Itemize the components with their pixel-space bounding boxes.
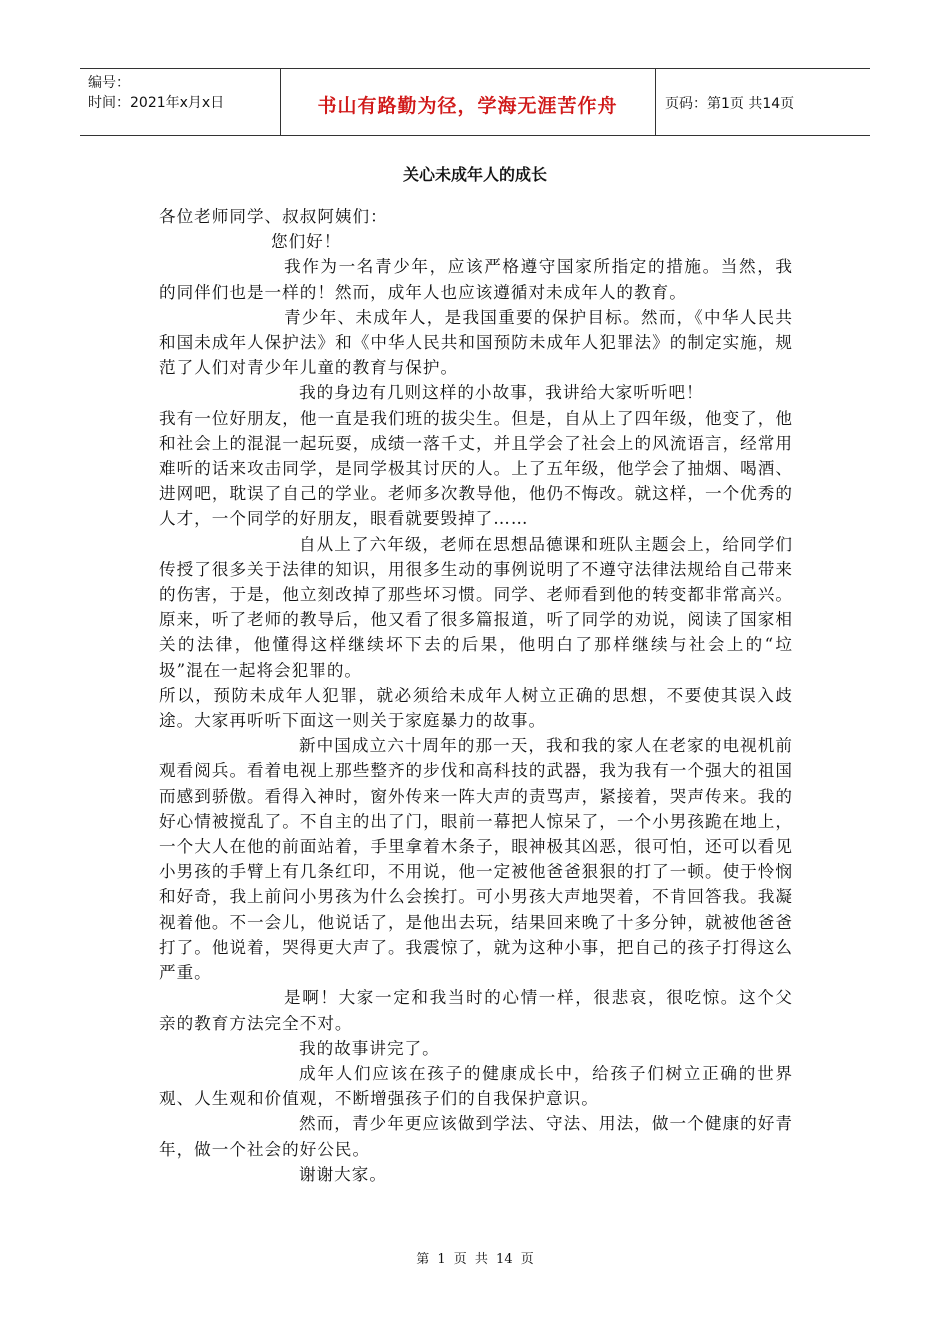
header-page-info: 页码：第1页 共14页: [665, 96, 795, 112]
paragraph: 成年人们应该在孩子的健康成长中，给孩子们树立正确的世界观、人生观和价值观，不断增强孩子们的自我保护意识。: [159, 1063, 793, 1109]
document-title: 关心未成年人的成长: [402, 165, 547, 184]
paragraph: 我的身边有几则这样的小故事，我讲给大家听听吧！: [299, 383, 704, 403]
document-body: [159, 204, 793, 1187]
number-label: 编号：: [88, 75, 130, 91]
paragraph: 新中国成立六十周年的那一天，我和我的家人在老家的电视机前观看阅兵。看着电视上那些整齐的步伐和高科技的武器，我为我有一个强大的祖国而感到骄傲。看得入神时，窗外传来一阵大声的责骂声，紧接着，哭声传来。我的好心情被搅乱了。不自主的出了门，眼前一幕把人惊呆了，一个小男孩跪在地上，一个大人在他的前面站着，手里拿着木条子，眼神极其凶恶，很可怕，还可以看见小男孩的手臂上有几条红印，不用说，他一定被他爸爸狠狠的打了一顿。使于怜悯和好奇，我上前问小男孩为什么会挨打。可小男孩大声地哭着，不肯回答我。我凝视着他。不一会儿，他说话了，是他出去玩，结果回来晚了十多分钟，就被他爸爸打了。他说着，哭得更大声了。我震惊了，就为这种小事，把自己的孩子打得这么严重。: [159, 736, 793, 983]
document-header: [80, 68, 870, 136]
paragraph: 是啊！大家一定和我当时的心情一样，很悲哀，很吃惊。这个父亲的教育方法完全不对。: [159, 988, 793, 1033]
header-divider: [655, 69, 656, 135]
page-footer: 第 1 页 共 14 页: [416, 1252, 534, 1267]
paragraph: 自从上了六年级，老师在思想品德课和班队主题会上，给同学们传授了很多关于法律的知识，用很多生动的事例说明了不遵守法律法规给自己带来的伤害，于是，他立刻改掉了那些坏习惯。同学、老师看到他的转变都非常高兴。原来，听了老师的教导后，他又看了很多篇报道，听了同学的劝说，阅读了国家相关的法律，他懂得这样继续坏下去的后果，他明白了那样继续与社会上的“垃圾”混在一起将会犯罪的。: [159, 534, 793, 680]
header-meta: [88, 73, 278, 113]
salutation: 各位老师同学、叔叔阿姨们：: [159, 207, 388, 226]
paragraph: 我有一位好朋友，他一直是我们班的拔尖生。但是，自从上了四年级，他变了，他和社会上的混混一起玩耍，成绩一落千丈，并且学会了社会上的风流语言，经常用难听的话来攻击同学，是同学极其讨厌的人。上了五年级，他学会了抽烟、喝酒、进网吧，耽误了自己的学业。老师多次教导他，他仍不悔改。就这样，一个优秀的人才，一个同学的好朋友，眼看就要毁掉了……: [159, 408, 793, 529]
paragraph: 所以，预防未成年人犯罪，就必须给未成年人树立正确的思想，不要使其误入歧途。大家再听听下面这一则关于家庭暴力的故事。: [159, 685, 793, 731]
paragraph: 青少年、未成年人，是我国重要的保护目标。然而，《中华人民共和国未成年人保护法》和《中华人民共和国预防未成年人犯罪法》的制定实施，规范了人们对青少年儿童的教育与保护。: [159, 307, 793, 378]
paragraph: 然而，青少年更应该做到学法、守法、用法，做一个健康的好青年，做一个社会的好公民。: [159, 1114, 793, 1159]
paragraph: 我的故事讲完了。: [299, 1038, 440, 1058]
date-label: 时间：2021年x月x日: [88, 95, 225, 111]
greeting: 您们好！: [271, 232, 342, 252]
paragraph: 我作为一名青少年，应该严格遵守国家所指定的措施。当然，我的同伴们也是一样的！然而，成年人也应该遵循对未成年人的教育。: [159, 257, 793, 302]
closing: 谢谢大家。: [299, 1164, 387, 1184]
header-slogan: 书山有路勤为径，学海无涯苦作舟: [317, 95, 618, 117]
